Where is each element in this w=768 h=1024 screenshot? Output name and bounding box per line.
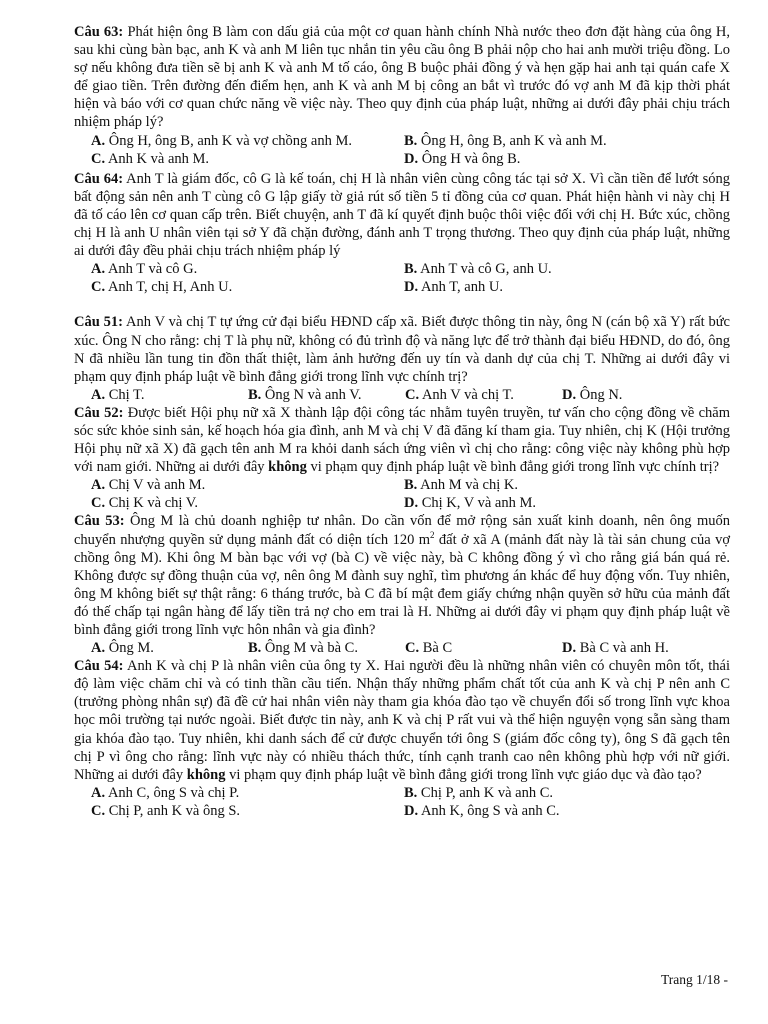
question-54 [74,657,730,784]
option-a: A. Ông M. [91,640,154,657]
options-63 [74,132,730,168]
option-b: B. Ông H, ông B, anh K và anh M. [404,132,607,149]
question-body: Anh K và chị P là nhân viên của ông ty X. Hai người đều là những nhân viên có chuyên môn tốt, thái độ làm việc chăm chỉ và có tinh thần cầu tiến. Nhận thấy những phẩm chất tốt của anh K và chị P nên anh C (trưởng phòng nhân sự) đã đề cử hai nhân viên này tham gia khóa đào tạo về chuyển đổi số trong lĩnh vực khoa học môi trường tại nước ngoài. Biết được tin này, anh K và chị P rất vui và thể hiện nguyện vọng sẵn sàng tham gia khóa đào tạo. Tuy nhiên, khi danh sách để cử được chuyển tới ông S (giám đốc công ty), ông S đã gạch tên chị P vì ông cho rằng: lĩnh vực này có nhiều thách thức, tính cạnh tranh cao nên không phù hợp với nữ giới. Những ai dưới đây [74,658,730,783]
option-b: B. Anh T và cô G, anh U. [404,261,552,278]
option-b: B. Ông M và bà C. [248,640,358,657]
options-row [74,476,730,494]
question-number: Câu 51: [74,314,123,331]
option-d: D. Anh T, anh U. [404,279,503,296]
question-body-end: vi phạm quy định pháp luật về bình đẳng giới trong lĩnh vực giáo dục và đào tạo? [225,766,702,783]
question-text [74,404,730,476]
option-a: A. Anh T và cô G. [91,261,198,278]
question-number: Câu 63: [74,24,124,40]
option-a: A. Chị T. [91,386,145,403]
question-body: Phát hiện ông B làm con dấu giả của một cơ quan hành chính Nhà nước theo đơn đặt hàng của ông H, sau khi cùng bàn bạc, anh K và anh M liên tục nhắn tin yêu cầu ông B phải nộp cho hai anh mười triệu đồng. Lo sợ nếu không đưa tiền sẽ bị anh K và anh M tố cáo, ông B buộc phải đồng ý và hẹn gặp hai anh tại quán cafe X để giao tiền. Trên đường đến điểm hẹn, anh K và anh M bị công an bắt vì trước đó vợ anh M đã kịp thời phát hiện và báo với cơ quan chức năng về việc này. Theo quy định của pháp luật, những ai dưới đây phải chịu trách nhiệm pháp lý? [74,24,731,131]
options-row [74,784,730,802]
emphasis-khong: không [268,459,307,476]
question-body-end: vi phạm quy định pháp luật về bình đẳng giới trong lĩnh vực chính trị? [306,459,720,476]
question-number: Câu 53: [74,513,125,530]
question-body: Được biết Hội phụ nữ xã X thành lập đội công tác nhằm tuyên truyền, tư vấn cho cộng đồng về chăm sóc sức khỏe sinh sản, kế hoạch hóa gia đình, anh M và chị V đã đăng kí tham gia. Tuy nhiên, chị K (Hội trưởng Hội phụ nữ xã X) đã gạch tên anh M ra khỏi danh sách ứng viên vì chị cho rằng: công việc này không phù hợp với nam giới. Những ai dưới đây [74,404,730,476]
options-row [74,494,730,512]
question-text [74,512,730,639]
option-d: D. Bà C và anh H. [562,640,669,657]
question-51 [74,313,730,385]
questions-container [74,23,730,820]
option-b: B. Anh M và chị K. [404,477,518,494]
option-a: A. Anh C, ông S và chị P. [91,784,240,801]
option-c: C. Anh T, chị H, Anh U. [91,279,233,296]
question-number: Câu 64: [74,170,124,187]
options-row [74,639,730,657]
options-row [74,802,730,820]
option-d: D. Ông H và ông B. [404,150,521,167]
question-64 [74,170,730,260]
option-d: D. Anh K, ông S và anh C. [404,802,560,819]
question-text [74,657,730,784]
question-63 [74,23,730,132]
options-row [74,386,730,404]
question-text [74,170,730,260]
options-52 [74,476,730,512]
question-body: Anh T là giám đốc, cô G là kế toán, chị H là nhân viên cùng công tác tại sở X. Vì cần tiền để lướt sóng bất động sản nên anh T cùng cô G lập giấy tờ giả rút số tiền 5 tỉ đồng của cơ quan. Phát hiện hành vi này chị H đã tố cáo lên cơ quan cấp trên. Biết chuyện, anh T đã kí quyết định buộc thôi việc đối với chị H. Bức xúc, chồng chị H là anh U nhân viên tại sở Y đã chặn đường, đánh anh T trọng thương. Theo quy định của pháp luật, những ai dưới đây đều phải chịu trách nhiệm pháp lý [74,170,730,260]
option-a: A. Ông H, ông B, anh K và vợ chồng anh M. [91,132,352,149]
emphasis-khong: không [186,766,226,783]
page-footer: Trang 1/18 - [660,972,728,987]
option-c: C. Anh V và chị T. [405,386,514,403]
question-53 [74,512,730,639]
options-51 [74,386,730,404]
question-text [74,313,730,385]
options-53 [74,639,730,657]
section-gap [74,296,730,313]
question-text [74,23,730,132]
option-b: B. Ông N và anh V. [248,386,362,403]
question-body: Anh V và chị T tự ứng cử đại biểu HĐND cấp xã. Biết được thông tin này, ông N (cán bộ xã Y) rất bức xúc. Ông N cho rằng: chị T là phụ nữ, không có đủ trình độ và năng lực để trở thành đại biểu HĐND, do đó, ông N đã nhiều lần tung tin đồn thất thiệt, làm ảnh hưởng đến uy tín và danh dự của chị T. Những ai dưới đây vi phạm quy định pháp luật về bình đẳng giới trong lĩnh vực chính trị? [74,314,730,385]
option-c: C. Anh K và anh M. [91,150,210,167]
options-54 [74,784,730,820]
options-row [74,150,730,168]
options-row [74,278,730,296]
question-body: Ông M là chủ doanh nghiệp tư nhân. Do cần vốn để mở rộng sản xuất kinh doanh, nên ông muốn chuyển nhượng quyền sử dụng mảnh đất có diện tích 120 m [74,513,731,548]
question-number: Câu 54: [74,658,124,675]
option-c: C. Chị P, anh K và ông S. [91,802,241,819]
question-52 [74,404,730,476]
question-body-end: đất ở xã A (mảnh đất này là tài sản chung của vợ chồng ông M). Khi ông M bàn bạc với vợ (bà C) về việc này, bà C không đồng ý vì cho rằng giá bán quá rẻ. Không được sự đồng thuận của vợ, nên ông M đành suy nghĩ, tìm phương án khác để huy động vốn. Tuy nhiên, ông M không biết sự thật rằng: 6 tháng trước, bà C đã bí mật đem giấy chứng nhận quyền sở hữu của mảnh đất đó thế chấp tại ngân hàng để lấy tiền trả nợ cho em trai là H. Những ai dưới đây vi phạm quy định pháp luật về bình đẳng giới trong lĩnh vực hôn nhân và gia đình? [74,531,730,638]
option-d: D. Ông N. [562,386,623,403]
option-c: C. Chị K và chị V. [91,495,199,512]
option-c: C. Bà C [405,640,453,657]
question-number: Câu 52: [74,404,124,421]
option-d: D. Chị K, V và anh M. [404,495,536,512]
options-row [74,132,730,150]
options-64 [74,260,730,296]
option-a: A. Chị V và anh M. [91,477,206,494]
options-row [74,260,730,278]
option-b: B. Chị P, anh K và anh C. [404,784,554,801]
superscript-2: 2 [430,529,435,540]
